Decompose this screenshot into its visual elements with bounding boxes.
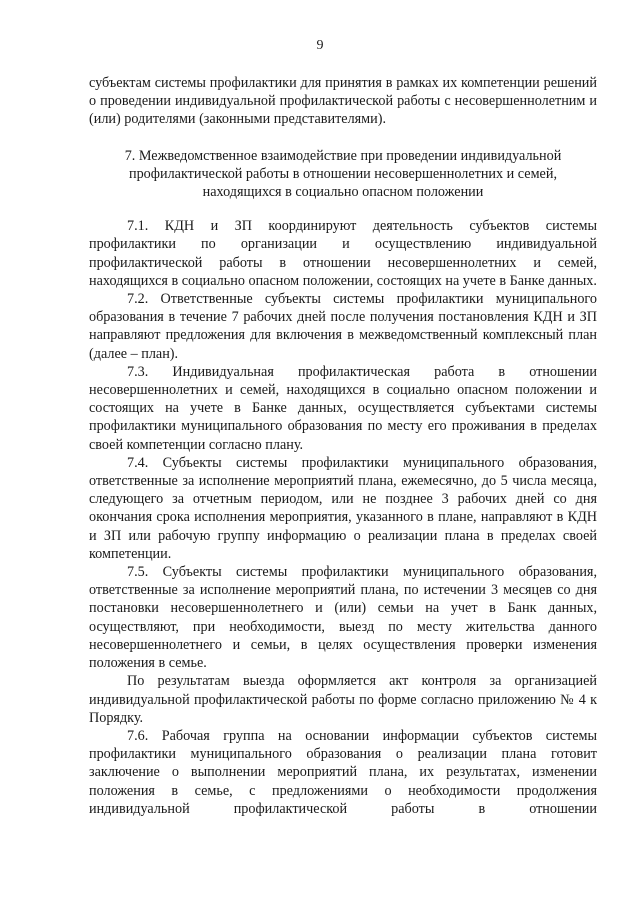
- paragraph-7-5: 7.5. Субъекты системы профилактики муниципального образования, ответственные за исполнение мероприятий плана, по истечении 3 месяцев со дня постановки несовершеннолетнего и (или) семьи на учет в Банк данных, осуществляют, при необходимости, выезд по месту жительства данного несовершеннолетнего и семьи, в целях осуществления проверки изменения положения в семье.: [89, 564, 597, 672]
- paragraph-7-5-result: По результатам выезда оформляется акт контроля за организацией индивидуальной профилактической работы по форме согласно приложению № 4 к Порядку.: [89, 673, 597, 726]
- section-heading-line-1: 7. Межведомственное взаимодействие при проведении индивидуальной: [124, 147, 562, 164]
- intro-paragraph: субъектам системы профилактики для принятия в рамках их компетенции решений о проведении индивидуальной профилактической работы с несовершеннолетним и (или) родителями (законными представителями).: [89, 75, 597, 128]
- section-heading-line-2: профилактической работы в отношении несовершеннолетних и семей,: [129, 165, 557, 182]
- paragraph-7-4: 7.4. Субъекты системы профилактики муниципального образования, ответственные за исполнение мероприятий плана, ежемесячно, до 5 числа месяца, следующего за отчетным периодом, или не позднее 3 рабочих дней со дня окончания срока исполнения мероприятия, указанного в плане, направляют в КДН и ЗП или рабочую группу информацию о реализации плана в пределах своей компетенции.: [89, 454, 597, 562]
- paragraph-7-6: 7.6. Рабочая группа на основании информации субъектов системы профилактики муниципального образования о реализации плана готовит заключение о выполнении мероприятий плана, их результатах, изменении положения в семье, с предложениями о необходимости продолжения индивидуальной профилактической работы в отношении: [89, 727, 597, 817]
- page-content: [89, 74, 597, 818]
- paragraph-7-2: 7.2. Ответственные субъекты системы профилактики муниципального образования в течение 7 рабочих дней после получения постановления КДН и ЗП направляют предложения для включения в межведомственный комплексный план (далее – план).: [89, 291, 597, 362]
- paragraph-7-1: 7.1. КДН и ЗП координируют деятельность субъектов системы профилактики по организации и осуществлению индивидуальной профилактической работы в отношении несовершеннолетних и семей, находящихся в социально опасном положении, состоящих на учете в Банке данных.: [89, 218, 597, 289]
- page-number: 9: [316, 38, 324, 53]
- section-heading-line-3: находящихся в социально опасном положении: [202, 184, 484, 201]
- section-heading: [89, 147, 597, 202]
- paragraph-7-3: 7.3. Индивидуальная профилактическая работа в отношении несовершеннолетних и семей, находящихся в социально опасном положении и состоящих на учете в Банке данных, осуществляется субъектами системы профилактики муниципального образования по месту его проживания в пределах своей компетенции согласно плану.: [89, 363, 597, 453]
